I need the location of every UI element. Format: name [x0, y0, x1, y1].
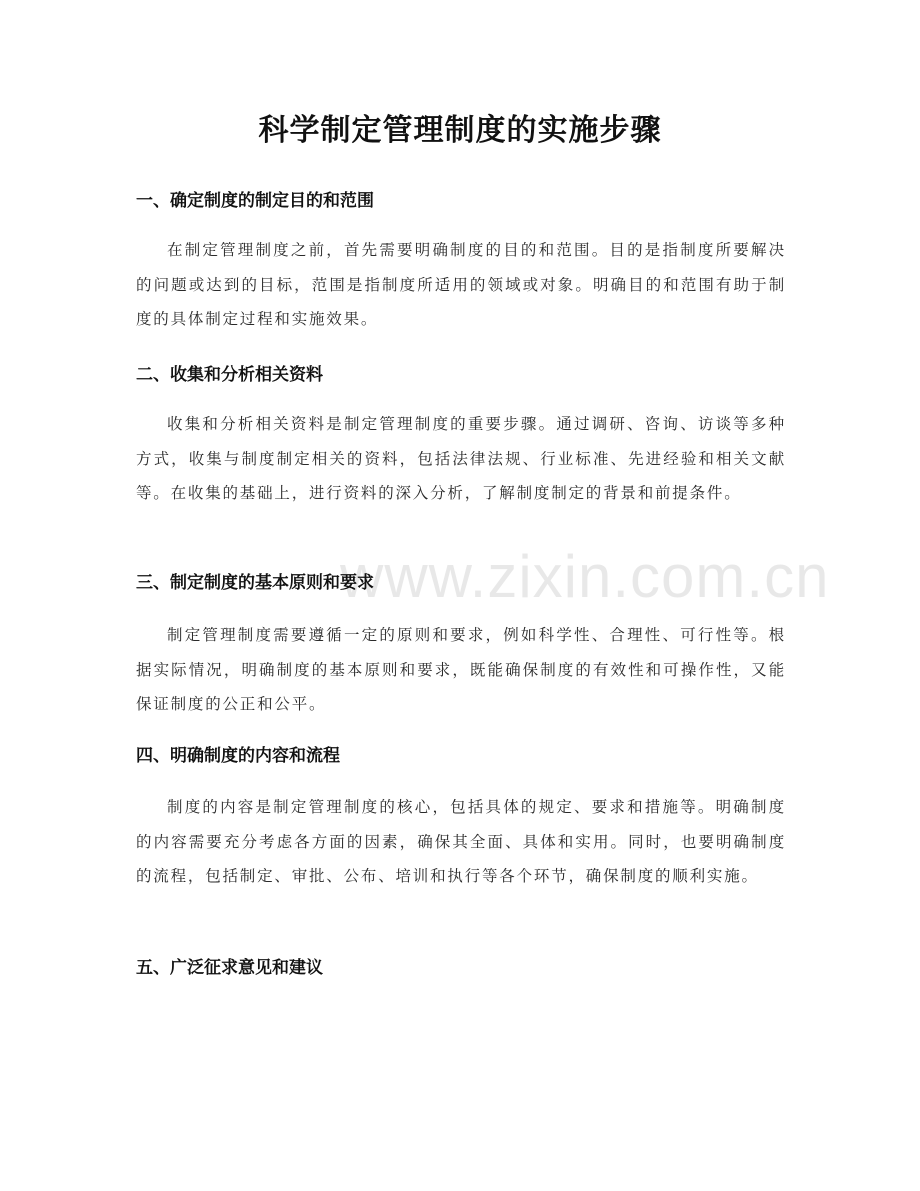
section-2-paragraph: 收集和分析相关资料是制定管理制度的重要步骤。通过调研、咨询、访谈等多种方式，收集与制度制定相关的资料，包括法律法规、行业标准、先进经验和相关文献等。在收集的基础上，进行资料的深入分析，了解制度制定的背景和前提条件。	[136, 415, 786, 502]
section-4-paragraph: 制度的内容是制定管理制度的核心，包括具体的规定、要求和措施等。明确制度的内容需要充分考虑各方面的因素，确保其全面、具体和实用。同时，也要明确制度的流程，包括制定、审批、公布、培训和执行等各个环节，确保制度的顺利实施。	[136, 798, 786, 885]
watermark: www.zixin.com.cn	[340, 543, 830, 610]
section-3-heading: 三、制定制度的基本原则和要求	[136, 573, 374, 593]
section-4-heading: 四、明确制度的内容和流程	[136, 746, 340, 766]
section-2-heading: 二、收集和分析相关资料	[136, 365, 323, 385]
section-5-heading: 五、广泛征求意见和建议	[136, 958, 323, 978]
section-1-paragraph: 在制定管理制度之前，首先需要明确制度的目的和范围。目的是指制度所要解决的问题或达到的目标，范围是指制度所适用的领域或对象。明确目的和范围有助于制度的具体制定过程和实施效果。	[136, 241, 786, 328]
section-3-paragraph: 制定管理制度需要遵循一定的原则和要求，例如科学性、合理性、可行性等。根据实际情况，明确制度的基本原则和要求，既能确保制度的有效性和可操作性，又能保证制度的公正和公平。	[136, 626, 786, 713]
document-title: 科学制定管理制度的实施步骤	[258, 113, 662, 148]
section-1-heading: 一、确定制度的制定目的和范围	[136, 191, 374, 211]
